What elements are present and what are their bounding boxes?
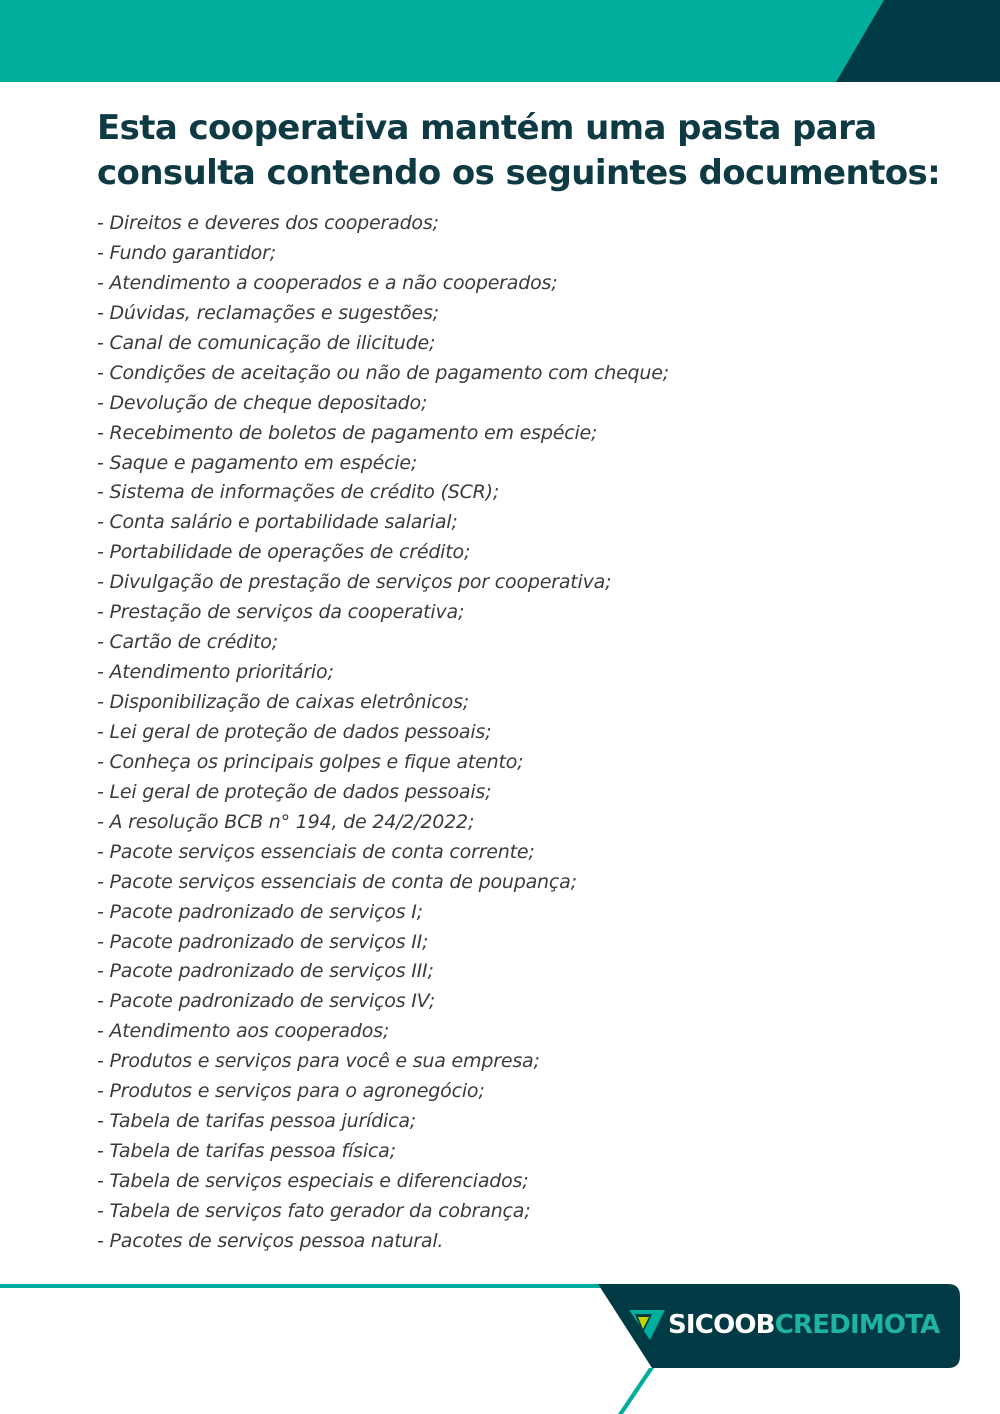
title-line-2: consulta contendo os seguintes documentos: xyxy=(97,153,941,193)
document-item: - Recebimento de boletos de pagamento em espécie; xyxy=(97,421,598,444)
sicoob-v-mark-icon xyxy=(628,1307,666,1343)
document-item: - Prestação de serviços da cooperativa; xyxy=(97,601,465,624)
document-item: - Tabela de tarifas pessoa jurídica; xyxy=(97,1110,417,1133)
document-item: - Tabela de serviços especiais e diferenciados; xyxy=(97,1170,529,1192)
document-item: - Cartão de crédito; xyxy=(97,631,278,654)
footer-teal-line xyxy=(0,1284,640,1288)
document-item: - Lei geral de proteção de dados pessoais; xyxy=(97,720,492,743)
document-item: - Fundo garantidor; xyxy=(97,241,276,264)
document-item: - Divulgação de prestação de serviços por cooperativa; xyxy=(97,571,612,594)
document-item: - Devolução de cheque depositado; xyxy=(97,391,428,414)
document-item: - Dúvidas, reclamações e sugestões; xyxy=(97,301,439,324)
document-item: - Pacote padronizado de serviços I; xyxy=(97,900,423,923)
document-item: - Saque e pagamento em espécie; xyxy=(97,451,418,474)
document-item: - Conheça os principais golpes e fique atento; xyxy=(97,750,524,773)
logo-word-credimota: CREDIMOTA xyxy=(774,1310,940,1340)
page-title xyxy=(97,106,957,196)
document-item: - Disponibilização de caixas eletrônicos; xyxy=(97,691,469,713)
document-item: - Portabilidade de operações de crédito; xyxy=(97,541,471,564)
document-item: - Pacotes de serviços pessoa natural. xyxy=(97,1229,444,1252)
document-item: - Pacote padronizado de serviços IV; xyxy=(97,990,436,1013)
document-item: - Lei geral de proteção de dados pessoais; xyxy=(97,780,492,803)
document-item: - Pacote padronizado de serviços III; xyxy=(97,960,434,983)
document-item: - A resolução BCB n° 194, de 24/2/2022; xyxy=(97,810,475,833)
document-item: - Pacote padronizado de serviços II; xyxy=(97,930,429,953)
document-item: - Tabela de tarifas pessoa física; xyxy=(97,1140,396,1163)
document-item: - Produtos e serviços para o agronegócio; xyxy=(97,1080,485,1103)
document-item: - Produtos e serviços para você e sua empresa; xyxy=(97,1050,540,1073)
document-item: - Conta salário e portabilidade salarial; xyxy=(97,511,458,534)
footer-teal-slash xyxy=(618,1368,654,1414)
document-item: - Tabela de serviços fato gerador da cobrança; xyxy=(97,1199,531,1222)
document-item: - Condições de aceitação ou não de pagamento com cheque; xyxy=(97,361,669,384)
title-line-1: Esta cooperativa mantém uma pasta para xyxy=(97,108,877,148)
header-band xyxy=(0,0,1000,82)
document-item: - Pacote serviços essenciais de conta de poupança; xyxy=(97,870,577,893)
document-item: - Atendimento aos cooperados; xyxy=(97,1020,390,1043)
logo-word-sicoob: SICOOB xyxy=(668,1310,775,1340)
documents-list xyxy=(97,209,917,1257)
document-item: - Canal de comunicação de ilicitude; xyxy=(97,331,436,354)
document-item: - Atendimento prioritário; xyxy=(97,661,334,684)
document-item: - Atendimento a cooperados e a não cooperados; xyxy=(97,271,558,294)
document-item: - Pacote serviços essenciais de conta corrente; xyxy=(97,840,535,863)
document-item: - Direitos e deveres dos cooperados; xyxy=(97,212,439,234)
sicoob-credimota-logo xyxy=(628,1305,939,1345)
document-item: - Sistema de informações de crédito (SCR); xyxy=(97,481,500,504)
